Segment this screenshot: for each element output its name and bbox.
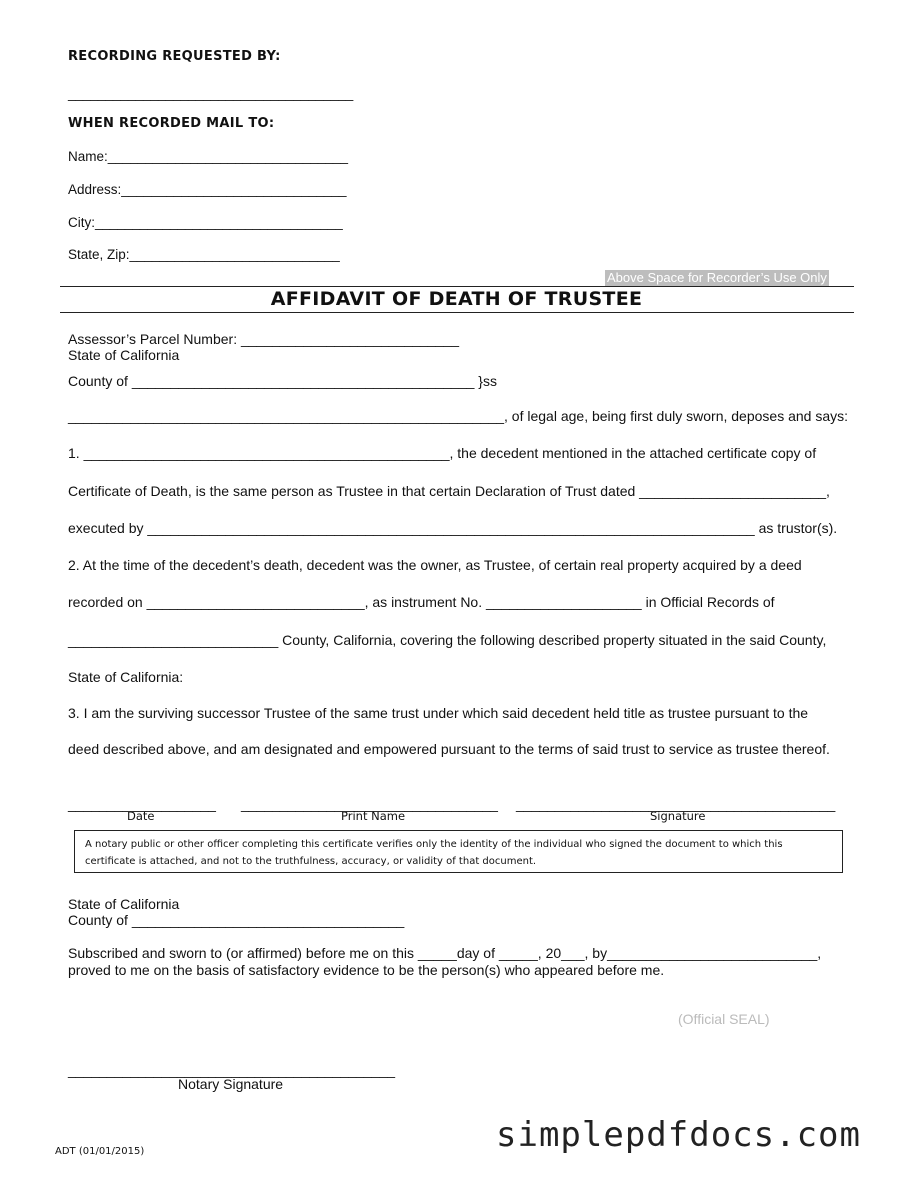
venue-county-field[interactable]: County of ____________________________________________ }ss	[68, 373, 497, 389]
paragraph-2-line-4: State of California:	[68, 669, 184, 685]
paragraph-2-line-2[interactable]: recorded on ____________________________, as instrument No. ____________________ in Official Records of	[68, 594, 775, 610]
signature-label: Signature	[650, 809, 706, 823]
affiant-name-field[interactable]: ________________________________________________________, of legal age, being first duly sworn, deposes and says:	[68, 408, 849, 424]
mail-address-field[interactable]: Address:______________________________	[68, 182, 347, 197]
notary-signature-line[interactable]: __________________________________________	[68, 1062, 396, 1078]
print-name-label: Print Name	[341, 809, 406, 823]
date-label: Date	[127, 809, 155, 823]
paragraph-1-line-1[interactable]: 1. _______________________________________________, the decedent mentioned in the attached certificate copy of	[68, 445, 817, 461]
paragraph-2-line-1: 2. At the time of the decedent’s death, decedent was the owner, as Trustee, of certain real property acquired by a deed	[68, 557, 802, 573]
signature-line[interactable]: _________________________________________	[516, 796, 836, 812]
jurat-county-field[interactable]: County of ___________________________________	[68, 912, 405, 928]
jurat-state: State of California	[68, 896, 180, 912]
page-title: AFFIDAVIT OF DEATH OF TRUSTEE	[270, 288, 643, 310]
official-seal-label: (Official SEAL)	[678, 1011, 770, 1027]
watermark: simplepdfdocs.com	[496, 1115, 861, 1155]
apn-field[interactable]: Assessor’s Parcel Number: ____________________________	[68, 331, 459, 347]
form-code: ADT (01/01/2015)	[55, 1146, 145, 1157]
title-bottom-rule	[60, 312, 854, 313]
notary-signature-label: Notary Signature	[178, 1076, 284, 1092]
jurat-line-2: proved to me on the basis of satisfactory evidence to be the person(s) who appeared before me.	[68, 962, 665, 978]
paragraph-1-line-3[interactable]: executed by ______________________________________________________________________________ as trustor(s).	[68, 520, 838, 536]
notary-notice-box	[74, 830, 843, 873]
recorder-use-label: Above Space for Recorder’s Use Only	[607, 270, 827, 285]
mail-state-zip-field[interactable]: State, Zip:____________________________	[68, 247, 340, 262]
jurat-line-1[interactable]: Subscribed and sworn to (or affirmed) before me on this _____day of _____, 20___, by___________________________,	[68, 945, 822, 961]
mail-city-field[interactable]: City:_________________________________	[68, 215, 343, 230]
date-signature-line[interactable]: ___________________	[68, 796, 216, 812]
title-top-rule	[60, 286, 854, 287]
venue-state: State of California	[68, 347, 180, 363]
notary-notice-text: A notary public or other officer completing this certificate verifies only the identity of the individual who signed the document to which this certificate is attached, and not to the truthfulness, accuracy, or validity of that document.	[85, 839, 783, 867]
paragraph-1-line-2[interactable]: Certificate of Death, is the same person as Trustee in that certain Declaration of Trust dated ________________________,	[68, 483, 830, 499]
paragraph-3-line-1: 3. I am the surviving successor Trustee of the same trust under which said decedent held title as trustee pursuant to the	[68, 705, 809, 721]
recording-requested-by-line[interactable]: ______________________________________	[68, 86, 354, 101]
paragraph-2-line-3[interactable]: ___________________________ County, California, covering the following described property situated in the said County,	[68, 632, 827, 648]
paragraph-3-line-2: deed described above, and am designated and empowered pursuant to the terms of said trust to service as trustee thereof.	[68, 741, 830, 757]
print-name-signature-line[interactable]: _________________________________	[241, 796, 498, 812]
mail-name-field[interactable]: Name:________________________________	[68, 149, 349, 164]
recording-requested-by-heading: RECORDING REQUESTED BY:	[68, 49, 281, 64]
when-recorded-heading: WHEN RECORDED MAIL TO:	[68, 116, 275, 131]
